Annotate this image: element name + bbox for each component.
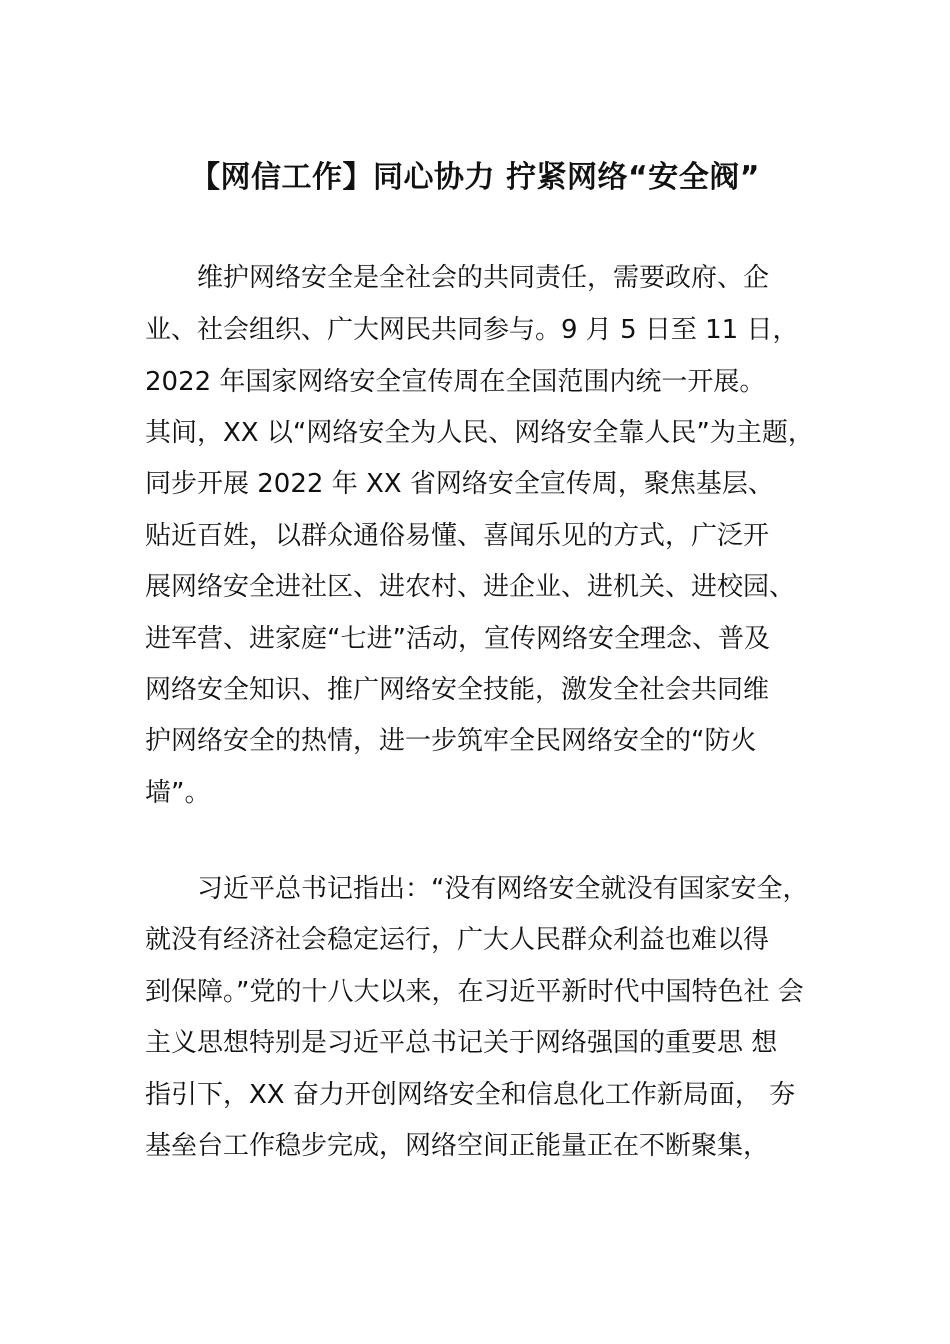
document-title: 【网信工作】同心协力 拧紧网络“安全阀” bbox=[190, 160, 760, 195]
paragraph-line: 墙”。 bbox=[145, 778, 211, 808]
paragraph-line: 维护网络安全是全社会的共同责任，需要政府、企 bbox=[197, 263, 770, 293]
paragraph-line: 进军营、进家庭“七进”活动，宣传网络安全理念、普及 bbox=[145, 624, 770, 654]
paragraph-line: 2022 年国家网络安全宣传周在全国范围内统一开展。 bbox=[145, 367, 766, 397]
paragraph-line: 其间，XX 以“网络安全为人民、网络安全靠人民”为主题， bbox=[145, 418, 814, 448]
paragraph-line: 基垒台工作稳步完成，网络空间正能量正在不断聚集， bbox=[145, 1131, 770, 1161]
paragraph-line: 就没有经济社会稳定运行，广大人民群众利益也难以得 bbox=[145, 925, 770, 955]
paragraph-line: 到保障。”党的十八大以来，在习近平新时代中国特色社 会 bbox=[145, 977, 804, 1007]
paragraph-line: 展网络安全进社区、进农村、进企业、进机关、进校园、 bbox=[145, 572, 796, 602]
paragraph-line: 护网络安全的热情，进一步筑牢全民网络安全的“防火 bbox=[145, 726, 757, 756]
paragraph-line: 习近平总书记指出：“没有网络安全就没有国家安全， bbox=[197, 874, 809, 904]
paragraph-line: 主义思想特别是习近平总书记关于网络强国的重要思 想 bbox=[145, 1028, 778, 1058]
paragraph-line: 网络安全知识、推广网络安全技能，激发全社会共同维 bbox=[145, 675, 770, 705]
paragraph-line: 指引下，XX 奋力开创网络安全和信息化工作新局面， 夯 bbox=[145, 1080, 796, 1110]
paragraph-line: 同步开展 2022 年 XX 省网络安全宣传周，聚焦基层、 bbox=[145, 469, 774, 499]
paragraph-line: 业、社会组织、广大网民共同参与。9 月 5 日至 11 日， bbox=[145, 315, 799, 345]
paragraph-line: 贴近百姓，以群众通俗易懂、喜闻乐见的方式，广泛开 bbox=[145, 521, 770, 551]
